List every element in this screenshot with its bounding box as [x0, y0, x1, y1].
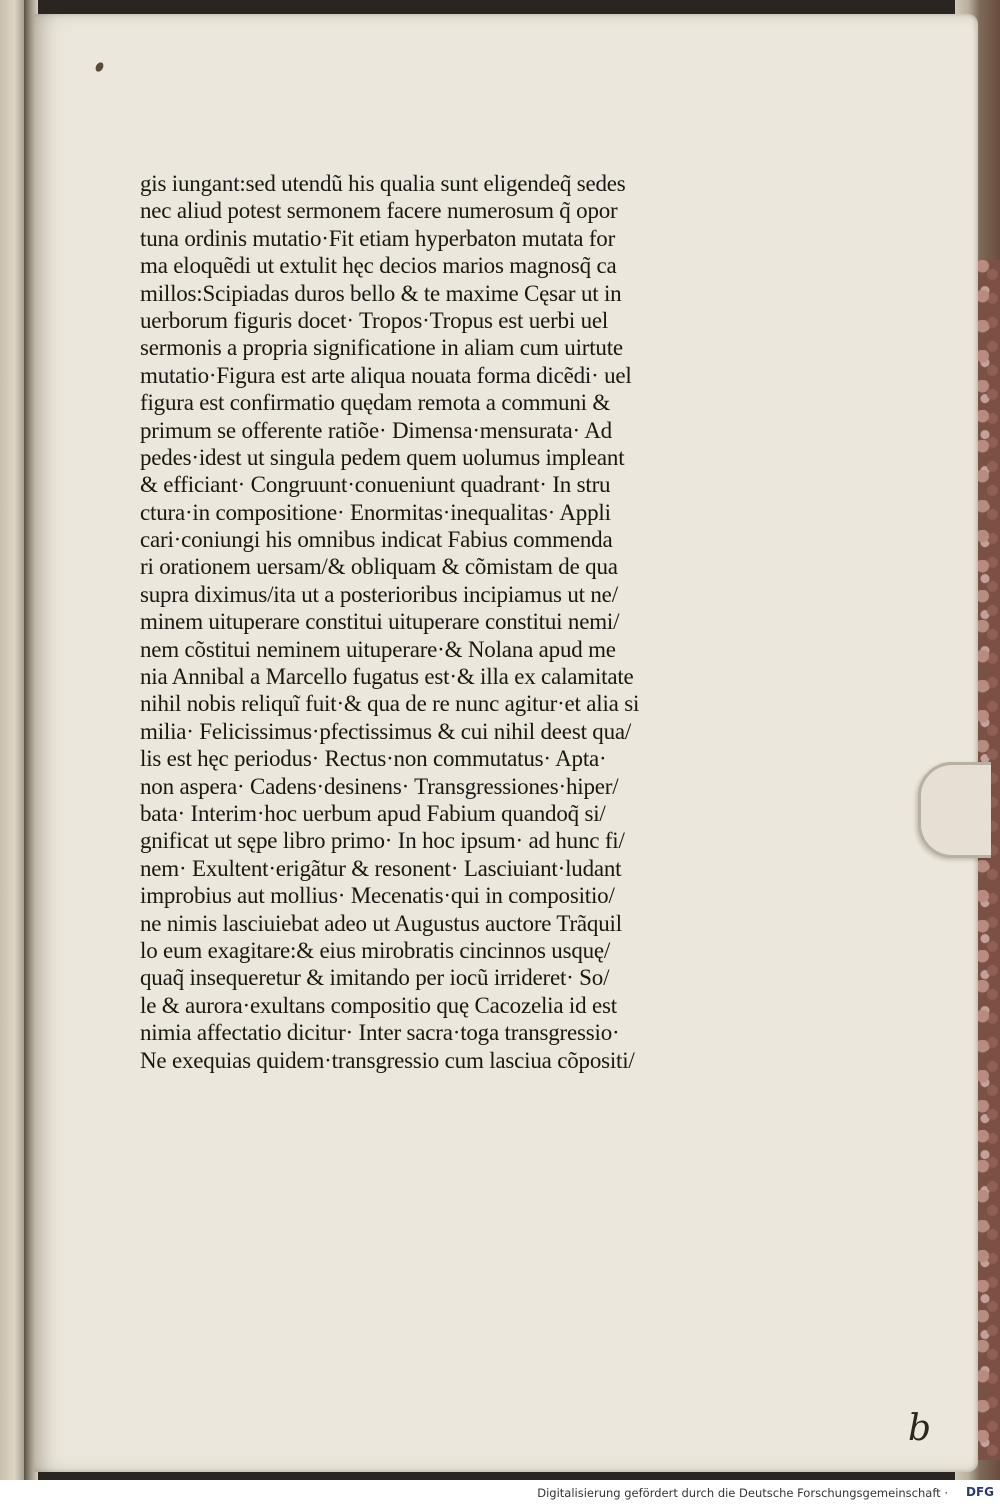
text-line: gnificat ut sępe libro primo· In hoc ipsum· ad hunc fi/ [140, 828, 625, 854]
text-line: nimia affectatio dicitur· Inter sacra·toga transgressio· [140, 1020, 620, 1046]
printed-text-block [140, 170, 770, 1074]
text-line: ri orationem uersam/& obliquam & cõmistam de qua [140, 554, 618, 580]
text-line: figura est confirmatio quędam remota a communi & [140, 390, 611, 416]
text-line: nem cõstitui neminem uituperare·& Nolana apud me [140, 636, 616, 662]
text-line: ctura·in compositione· Enormitas·inequalitas· Appli [140, 499, 611, 525]
text-line: nem· Exultent·erigãtur & resonent· Lasciuiant·ludant [140, 855, 622, 881]
text-line: improbius aut mollius· Mecenatis·qui in compositio/ [140, 883, 615, 909]
text-line: millos:Scipiadas duros bello & te maxime Cęsar ut in [140, 280, 622, 306]
text-line: quaq̃ insequeretur & imitando per iocũ irrideret· So/ [140, 965, 610, 991]
text-line: ma eloquẽdi ut extulit hęc decios marios magnosq̃ ca [140, 253, 617, 279]
text-line: supra diximus/ita ut a posterioribus incipiamus ut ne/ [140, 581, 618, 607]
signature-mark: b [908, 1408, 932, 1449]
footer-bar [0, 1480, 1000, 1508]
text-line: nia Annibal a Marcello fugatus est·& illa ex calamitate [140, 664, 634, 690]
text-line: sermonis a propria significatione in aliam cum uirtute [140, 335, 623, 361]
text-line: nihil nobis reliquĩ fuit·& qua de re nunc agitur·et alia si [140, 691, 640, 717]
text-line: gis iungant:sed utendũ his qualia sunt eligendeq̃ sedes [140, 171, 626, 196]
text-line: nec aliud potest sermonem facere numerosum q̃ opor [140, 198, 618, 224]
funding-credit: Digitalisierung gefördert durch die Deutsche Forschungsgemeinschaft · [537, 1486, 948, 1500]
text-line: le & aurora·exultans compositio quę Cacozelia id est [140, 992, 617, 1018]
text-line: tuna ordinis mutatio·Fit etiam hyperbaton mutata for [140, 225, 616, 251]
text-line: bata· Interim·hoc uerbum apud Fabium quandoq̃ si/ [140, 800, 606, 826]
previous-page-edge [0, 0, 24, 1480]
text-line: milia· Felicissimus·pfectissimus & cui nihil deest qua/ [140, 718, 632, 744]
text-line: mutatio·Figura est arte aliqua nouata forma dicẽdi· uel [140, 362, 632, 388]
text-line: minem uituperare constitui uituperare constitui nemi/ [140, 609, 620, 635]
text-line: uerborum figuris docet· Tropos·Tropus est uerbi uel [140, 307, 609, 333]
text-line: ne nimis lasciuiebat adeo ut Augustus auctore Trãquil [140, 910, 622, 936]
text-line: pedes·idest ut singula pedem quem uolumus impleant [140, 444, 625, 470]
text-line: primum se offerente ratiõe· Dimensa·mensurata· Ad [140, 417, 612, 443]
text-line: cari·coniungi his omnibus indicat Fabius commenda [140, 527, 613, 553]
dfg-logo: DFG [965, 1485, 994, 1499]
text-line: Ne exequias quidem·transgressio cum lasciua cõpositi/ [140, 1047, 635, 1073]
page-clip [918, 762, 991, 858]
text-line: non aspera· Cadens·desinens· Transgressiones·hiper/ [140, 773, 619, 799]
text-line: lo eum exagitare:& eius mirobratis cincinnos usquę/ [140, 937, 611, 963]
text-line: & efficiant· Congruunt·conueniunt quadrant· In stru [140, 472, 611, 498]
ink-speck [94, 61, 105, 73]
text-line: lis est hęc periodus· Rectus·non commutatus· Apta· [140, 746, 607, 772]
marbled-cover [975, 260, 1000, 1460]
